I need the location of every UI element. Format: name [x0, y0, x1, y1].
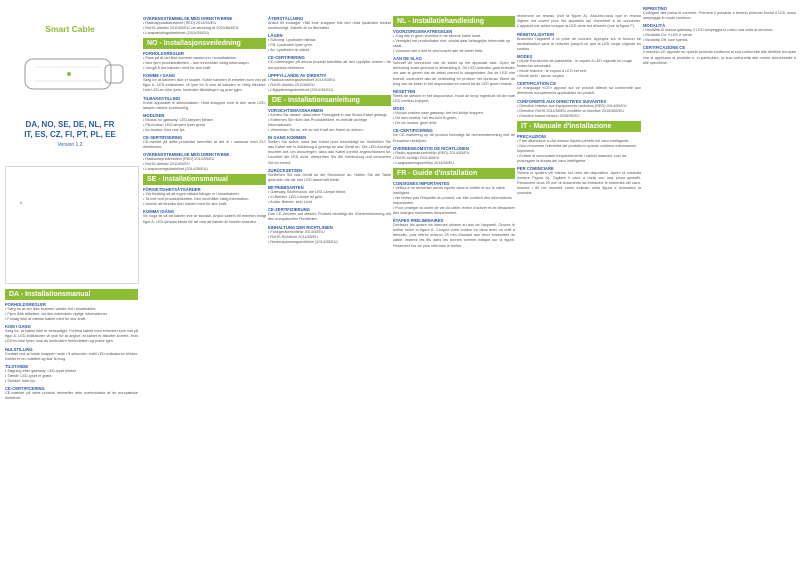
cover-column: [0, 0, 140, 567]
bullet: • Lavspændingsdirektivet (2014/35/EU): [143, 31, 209, 35]
column-5: [517, 0, 641, 567]
bullet: • Niederspannungsrichtlinie (2014/35/EU): [268, 239, 338, 244]
bullet: • Zorg dat er geen vloeistof in de slimme kabel komt.: [393, 34, 482, 38]
da-bullet: • Slukket: Intet lys.: [5, 379, 37, 384]
bullet: • Mode arrêt : aucun voyant.: [517, 74, 565, 79]
bullet: • Directive basse tension 2006/95/EC: [517, 113, 580, 118]
paragraph: Steek de stekker in het stopcontact. Houd de knop ingedrukt tot de rode LED continu knippert.: [393, 94, 515, 104]
bullet: • Directive RoHS 2011/65/EU modifiée la directive 2015/863/EU: [517, 108, 624, 113]
bullet: • Verwijder het productlabel niet, omdat daar belangrijke informatie op staat.: [393, 39, 510, 48]
bullet: • Achten Sie darauf, dass keine Flüssigkeit in das Smart-Kabel gelangt.: [268, 112, 388, 117]
column-4: [393, 0, 515, 567]
no-header: NO - Installasjonsveiledning: [143, 38, 266, 49]
bullet: • Modalità On: il LED è verde.: [643, 33, 693, 38]
bullet: • De aan-modus: het led-licht is groen.: [393, 116, 458, 121]
fr-title: ÉTAPES PRÉLIMINAIRES: [393, 217, 444, 223]
figure-a-box: [5, 166, 139, 284]
bullet: • Radioutstyrsdirektivet (RED) 2014/53/EU: [143, 157, 215, 162]
column-2: [143, 0, 266, 567]
de-title: IN GANG KOMMEN: [268, 134, 307, 140]
no-title: MODUSER: [143, 113, 165, 119]
nl-title: CE-CERTIFICERING: [393, 128, 433, 134]
bullet: • Ikke fjern produktetiketten – den inneholder viktig informasjon.: [143, 61, 250, 65]
nl-title: AAN DE SLAG: [393, 56, 422, 61]
paragraph: Sørg for at kabelen ikke er skadet. Koble kabelen til enheten som vist på figur A. LED-indikatoren vil lyse for å vise at kabelen er riktig tilkoblet. Hvis LED-en ikke lyser, kontroller tilkoblingen og prøv igjen.: [143, 78, 266, 93]
bullet: • RoHS-direktiv 2011/65/EU: [143, 162, 190, 167]
paragraph: Das CE-Zeichen auf diesem Produkt bestätigt die Übereinstimmung mit den europäischen Richtlinien.: [268, 212, 391, 222]
bullet: • Außer Betrieb: kein Licht.: [268, 200, 313, 205]
version-label: Version 1.2: [57, 142, 83, 148]
fr-title: CERTIFICATION CE: [517, 81, 557, 87]
bullet: • Undvik att försöka dra i kabeln med för stor kraft.: [143, 202, 228, 207]
bullet: • Funkgeräterichtlinie 2014/53/EU: [268, 229, 325, 234]
da-title-ce: CE-CERTIFICERING: [5, 386, 45, 392]
se-title: FÖRSIKTIGHETSÅTGÄRDER: [143, 187, 201, 193]
nl-title: RESETTEN: [393, 89, 416, 95]
bullet: • Ne retirez pas l'étiquette du produit, car elle contient des informations importantes.: [393, 195, 512, 205]
bullet: • Modus zoeken naar gateway: het led-lichtje knippert.: [393, 111, 485, 116]
figure-a-label: A: [20, 201, 23, 205]
it-title: PER COMINCIARE: [517, 165, 554, 171]
fr-header: FR - Guide d'installation: [393, 168, 515, 179]
column-3: [268, 0, 391, 567]
it-title: CERTIFICAZIONE CE: [643, 45, 686, 51]
paragraph: Se noga till så att kabeln inte är skadad. Anslut kabeln till enheten enligt figur A. LED-lampan tänds för att visa att kabeln är korrekt ansluten.: [143, 214, 266, 224]
language-list: [0, 120, 140, 140]
paragraph: Koble apparatet til stikkontakten. Hold knappen inne til den røde LED-lampen blinker kontinuerlig.: [143, 100, 266, 110]
de-header: DE - Installationsanleitung: [268, 95, 391, 106]
bullet: • På: Lysdioden lyser grön.: [268, 43, 314, 48]
no-title: CE-SERTIFISERING: [143, 135, 183, 141]
bullet: • In Betrieb: LED-Lampe ist grün.: [268, 195, 324, 200]
da-paragraph: CE-mærket på dette produkt bekræfter dets overholdelse af de europæiske direktiver.: [5, 391, 138, 401]
bullet: • Entfernen Sie nicht das Produktetikett, es enthält wichtige Informationen.: [268, 117, 368, 127]
paragraph: Anslut till eluttaget. Håll inne knappen tills den röda lysdioden blinkar kontinuerligt. Kabeln är nu återställd.: [268, 21, 391, 31]
bullet: • Av-modus: Ikke noe lys.: [143, 128, 186, 133]
de-title: EINHALTUNG DER RICHTLINIEN: [268, 224, 333, 230]
bullet: • Pass på at det ikke kommer væske inn i smartkabelen.: [143, 56, 238, 60]
paragraph: Il marchio CE apposto su questo prodotto conferma la sua conformità alle direttive europee che si applicano al prodotto e, in particolare, la sua conformità alle norme armonizzate e alle specifiche.: [643, 50, 797, 65]
it-header: IT - Manuale d'installazione: [517, 121, 641, 132]
paragraph: Stellen Sie sicher, dass das Kabel nicht beschädigt ist. Schließen Sie das Kabel wie in Abbildung A gezeigt an das Gerät an. Die LED-Anzeige leuchtet auf, um anzuzeigen, dass das Kabel korrekt angeschlossen ist. Leuchtet die LED nicht, überprüfen Sie die Verbindung und versuchen Sie es erneut.: [268, 139, 391, 165]
paragraph: recherche un réseau (voir la figure A). Assurez-vous que le réseau Zigbee est ouvert pour les appareils qui cherchent à se connecter. L'appareil est activé lorsque la LED verte est allumée (voir la figure F).: [517, 14, 641, 29]
nl-header: NL - Installatiehandleiding: [393, 16, 515, 27]
paragraph: Schließen Sie das Gerät an die Steckdose an. Halten Sie die Taste gedrückt, bis die rote LED dauerhaft blinkt.: [268, 172, 391, 183]
bullet: • RoHS-Richtlinie 2011/65/EU: [268, 234, 319, 239]
de-title: BETRIEBSARTEN: [268, 185, 304, 191]
bullet: • Lågspänningsdirektivet (2014/35/EU): [268, 87, 333, 92]
de-title: ZURÜCKSETZEN: [268, 167, 303, 173]
bullet: • Evitare di commutare frequentemente i carichi massimi, così da prolungare la durata del cavo intelligente.: [517, 153, 627, 163]
bullet: • Av: Lysdioden är släckt.: [268, 48, 311, 53]
bullet: • Unngå å dra kabelen med for stor kraft.: [143, 66, 212, 70]
bullet: • På-modus: LED-lampen lyser grønt.: [143, 123, 206, 128]
column-6: [643, 0, 802, 567]
bullet: • Directive relative aux équipements hertziens (RED) 2014/53/EU: [517, 103, 627, 108]
it-title: MODALITÀ: [643, 23, 666, 29]
bullet: • Radioapparatdirektivet (RED) 2014/53/EU: [143, 21, 217, 25]
bullet: • De uit-modus: geen licht.: [393, 121, 438, 126]
bullet: • Var försiktig så att ingen vätska tränger in i smartkabeln.: [143, 192, 240, 197]
bullet: • RoHS-direktiv 2011/65/EU om ændring af 2015/863/EU: [143, 26, 239, 30]
da-bullet: • Fjern ikke etiketten, da den indeholder vigtige informationer.: [5, 312, 108, 316]
da-bullet: • Sørg for at der ikke kommer væske ind i smartkablet.: [5, 307, 97, 311]
bullet: • Lavspenningsdirektivet (2014/35/EU): [143, 167, 208, 172]
smart-cable-illustration: [21, 43, 125, 111]
bullet: • Non rimuovere l'etichetta del prodotto in quanto contiene informazioni importanti.: [517, 143, 636, 153]
it-title: RIPRISTINO: [643, 6, 667, 11]
da-paragraph: Fortsæt ved at holde knappen nede i 5 sekunder, indtil LED-indikatoren blinker. Kablet er nu nulstillet og klar til brug.: [5, 351, 138, 361]
it-title: PRECAUZIONI: [517, 133, 546, 139]
no-title: TILBAKESTILLING: [143, 95, 181, 101]
paragraph: Schroef de connector van de kabel op het apparaat vast. Open de behuizing zoals getoond in afbeelding A. De LED-indicator gaat branden om aan te geven dat de kabel correct is aangesloten. Als de LED niet brandt, controleer dan de verbinding en probeer het opnieuw. Steek de plug van de kabel in het stopcontact en wacht tot de LED groen brandt.: [393, 61, 515, 86]
bullet: • Laagspanningsrichtlijn 2014/35/EU: [393, 160, 455, 165]
paragraph: CE-märkningen på denna produkt bekräftar att den uppfyller kraven i de europeiska direktiven.: [268, 60, 391, 70]
bullet: • Veillez à ne renverser aucun liquide dans le boîtier et sur le câble intelligent.: [393, 185, 505, 195]
bullet: • Gateway-Suchmodus: die LED-Lampe blinkt.: [268, 190, 347, 195]
se-title: ÅTERSTÄLLNING: [268, 16, 304, 21]
nl-title: MODI: [393, 106, 404, 112]
se-title: KOMMA IGÅNG: [143, 209, 175, 215]
bullet: • Pour protéger la durée de vie du câble, évitez d'activer et de désactiver des charges maximales fréquemment.: [393, 205, 515, 215]
brand-title: Smart Cable: [45, 24, 95, 34]
bullet: • Voorkom dat u met te veel kracht aan de kabel trekt.: [393, 49, 484, 53]
bullet: • Modus for gateway: LED-lampen blinker.: [143, 118, 214, 123]
bullet: • RoHS-richtlijn 2011/65/EU: [393, 155, 440, 160]
bullet: • Ta inte bort produktetiketten. Den innehåller viktig information.: [143, 197, 250, 202]
da-paragraph: Sørg for, at kablet ikke er beskadiget. Forbind kablet med enheden som vist på figur A. LED-indikatoren vil lyse for at angive, at kablet er tilsluttet korrekt. Hvis LED'en ikke lyser, skal du kontrollere forbindelsen og prøve igen.: [5, 329, 138, 344]
language-line-1: DA, NO, SE, DE, NL, FR: [25, 120, 115, 129]
bullet: • Radioutrustningsdirektivet 2014/53/EU: [268, 77, 336, 82]
da-bullet: • Søgning efter gateway: LED-lyset blinker: [5, 369, 77, 374]
da-bullet: • Forsøg ikke at trække kablet med for stor kraft.: [5, 317, 87, 321]
language-line-2: IT, ES, CZ, FI, PT, PL, EE: [24, 130, 116, 139]
da-title-reset: NULSTILLING: [5, 346, 33, 352]
se-title: LÄGEN: [268, 33, 283, 39]
de-title: CE-ZERTIFIZIERUNG: [268, 207, 310, 213]
fr-title: MODES: [517, 54, 533, 60]
fr-title: CONSIGNES IMPORTANTES: [393, 180, 450, 186]
bullet: • RoHS-direktiv 2011/65/EU: [268, 82, 315, 87]
da-title-precautions: FORHOLDSREGLER: [5, 302, 46, 307]
paragraph: Dévissez les quatre vis internes situées au dos de l'appareil. Ouvrez le boîtier selon la figure A. Coupez votre cordon en deux avec un outil à dénuder, puis retirez environ 25 mm d'isolant aux deux extrémités du câble. Insérez les fils dans les bornes comme indiqué sur la figure. Resserrez les vis puis refermez le boîtier.: [393, 222, 515, 248]
fr-title: RÉINITIALISATION: [517, 31, 555, 37]
no-title: OVERENSSTEMMELSE MED DIREKTIVENE: [143, 152, 230, 158]
paragraph: Branchez l'appareil à la prise de courant. Appuyez sur le bouton de réinitialisation sans le relâcher jusqu'à ce que la LED rouge clignote en continu.: [517, 36, 641, 52]
da-title-conformity: OVERENSSTEMMELSE MED DIREKTIVERNE: [143, 16, 233, 21]
se-header: SE - Installationsmanual: [143, 174, 266, 185]
nl-title: VOORZORGSMAATREGELEN: [393, 29, 453, 34]
se-title: CE-CERTIFIERING: [268, 55, 305, 61]
paragraph: De CE-markering op dit product bevestigt de overeenstemming met de Europese richtlijnen.: [393, 133, 515, 143]
bullet: • Mode Recherche de passerelle : le voyant à LED clignote en rouge toutes les secondes.: [517, 59, 633, 69]
paragraph: Le marquage «CE» apposé sur ce produit atteste sa conformité aux directives européennes applicables au produit.: [517, 86, 641, 96]
da-header: DA - Installationsmanual: [5, 289, 138, 300]
bullet: • Sökning: Lysdioden blinkar.: [268, 38, 317, 43]
paragraph: Svitare le quattro viti interne sul retro del dispositivo. Aprire la custodia (vedere Figura A). Tagliare il cavo a metà con una pinza spelafili. Rimuovere circa 25 mm di isolamento da entrambe le estremità del cavo. Inserire i fili nei morsetti come indicato nella figura e richiudere la custodia.: [517, 170, 641, 196]
da-bullet: • Tændt: LED-lyset er grønt.: [5, 374, 53, 379]
se-title: UPPFYLLANDE AV DIREKTIV: [268, 72, 327, 78]
da-title-modes: TILSTANDE: [5, 364, 29, 370]
bullet: • Radio-apparatuurrichtlijn (RED) 2014/53/EU: [393, 150, 470, 155]
paragraph: Collegare alla presa di corrente. Premere il pulsante e tenerlo premuto finché il LED rosso lampeggia in modo continuo.: [643, 11, 796, 21]
fr-title: CONFORMITÉ AUX DIRECTIVES SUIVANTES: [517, 98, 607, 104]
bullet: • Fare attenzione a che nessun liquido penetri nel cavo intelligente.: [517, 138, 630, 143]
nl-title: OVEREENKOMSTIG DE RICHTLIJNEN: [393, 145, 469, 151]
da-title-start: KOM I GANG: [5, 324, 31, 329]
no-title: FORHOLDSREGLER: [143, 51, 184, 56]
no-title: KOMME I GANG: [143, 73, 176, 78]
bullet: • Modalità Off: luce spenta.: [643, 38, 689, 43]
bullet: • Vermeiden Sie es, mit zu viel Kraft am Kabel zu ziehen.: [268, 127, 364, 132]
paragraph: CE-merket på dette produktet bekrefter at det er i samsvar med EU-direktivene.: [143, 140, 266, 150]
de-title: VORSICHTSMASSNAHMEN: [268, 107, 323, 113]
da-section: [5, 287, 138, 401]
bullet: • Mode marche : le voyant à LED est vert.: [517, 69, 588, 74]
bullet: • Modalità di ricerca gateway: il LED lampeggia in rosso una volta al secondo.: [643, 28, 774, 33]
